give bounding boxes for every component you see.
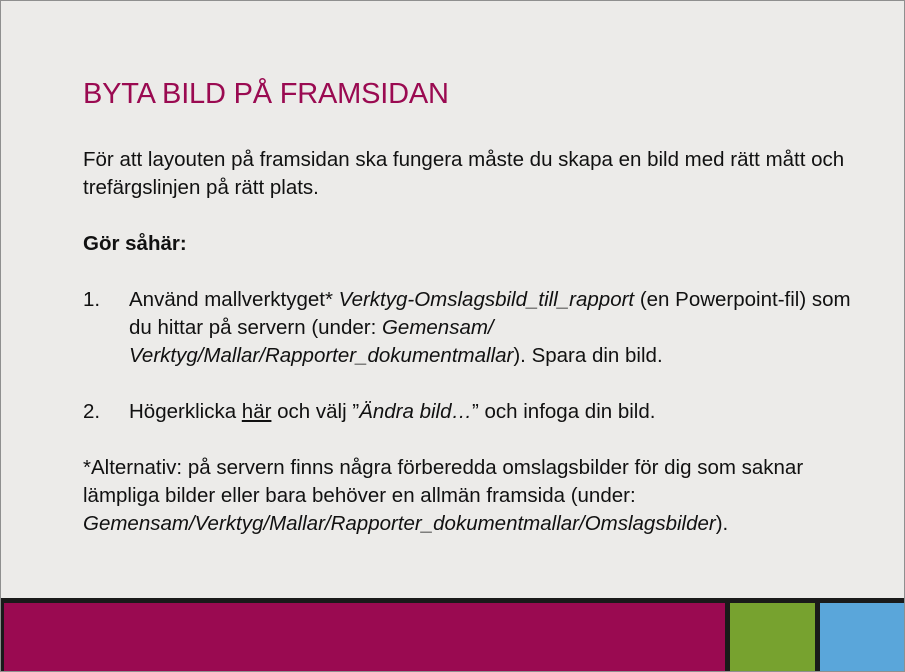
- slide-body: [83, 146, 863, 538]
- step-1-tool-name: Verktyg-Omslagsbild_till_rapport: [338, 288, 635, 311]
- step-2: [83, 398, 863, 426]
- step-2-number: 2.: [83, 400, 101, 423]
- step-2-text-b: och välj ”: [271, 400, 360, 423]
- howto-heading: Gör såhär:: [83, 232, 187, 255]
- footnote-text: *Alternativ: på servern finns några förberedda omslagsbilder för dig som saknar lämpliga bilder eller bara behöver en allmän framsida (under:: [83, 456, 804, 507]
- step-1-number: 1.: [83, 288, 101, 311]
- intro-paragraph: För att layouten på framsidan ska fungera måste du skapa en bild med rätt mått och trefärgslinjen på rätt plats.: [83, 148, 845, 199]
- tricolor-stripe: [1, 598, 904, 671]
- step-1-path: Gemensam/ Verktyg/Mallar/Rapporter_dokumentmallar: [129, 316, 514, 367]
- step-1-text-a: Använd mallverktyget*: [129, 288, 339, 311]
- step-1: [83, 286, 863, 370]
- footnote-end: ).: [715, 512, 729, 535]
- here-link[interactable]: här: [241, 400, 272, 423]
- step-2-menu-item: Ändra bild…: [359, 400, 472, 423]
- step-2-text-a: Högerklicka: [129, 400, 242, 423]
- stripe-green-segment: [730, 603, 815, 671]
- step-1-text-b: (en Powerpoint-fil) som du hittar på servern (under:: [129, 288, 851, 339]
- stripe-magenta-segment: [4, 603, 725, 671]
- step-1-text-c: ). Spara din bild.: [513, 344, 663, 367]
- stripe-blue-segment: [820, 603, 904, 671]
- footnote: [83, 454, 863, 538]
- slide-title: BYTA BILD PÅ FRAMSIDAN: [83, 78, 449, 110]
- step-2-text-c: ” och infoga din bild.: [471, 400, 656, 423]
- footnote-path: Gemensam/Verktyg/Mallar/Rapporter_dokumentmallar/Omslagsbilder: [83, 512, 716, 535]
